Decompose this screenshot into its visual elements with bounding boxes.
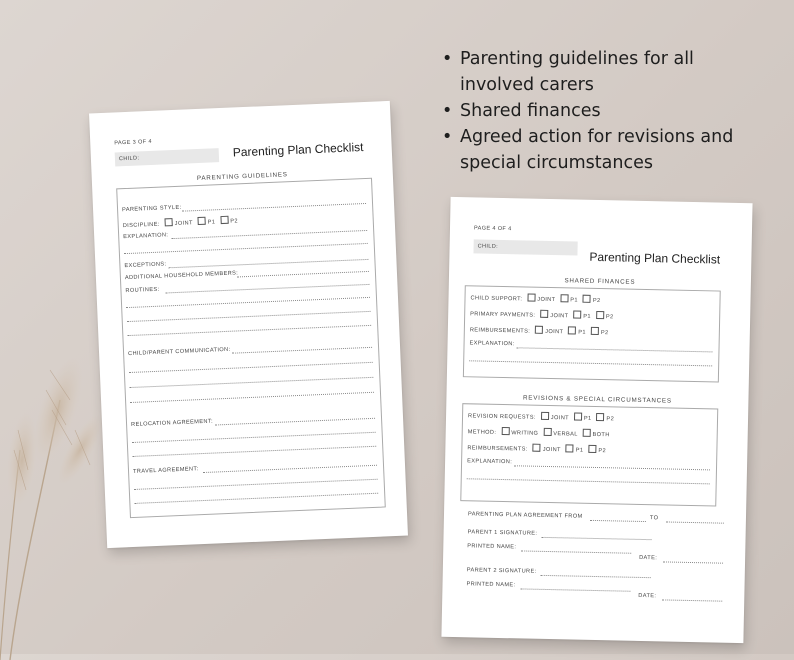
explanation-line[interactable] — [467, 478, 710, 484]
p1-checkbox[interactable] — [573, 310, 581, 318]
p1-label: P1 — [207, 219, 216, 226]
p1-label: P1 — [578, 329, 586, 336]
reimbursements-row — [467, 442, 606, 454]
child-label: CHILD: — [477, 243, 499, 250]
routines-line[interactable] — [127, 311, 371, 322]
p1-label: P1 — [570, 297, 579, 304]
communication-line[interactable] — [129, 362, 373, 373]
routines-line[interactable] — [127, 325, 371, 336]
writing-label: WRITING — [511, 430, 539, 437]
section-heading: PARENTING GUIDELINES — [196, 171, 288, 183]
exceptions-label: EXCEPTIONS: — [124, 261, 167, 270]
parent2-printed-name-line[interactable] — [520, 588, 630, 591]
checklist-page-3 — [89, 101, 408, 548]
child-support-row — [470, 292, 600, 304]
explanation-line[interactable] — [124, 243, 368, 254]
parent2-date-label: DATE: — [638, 592, 657, 600]
checklist-page-4 — [441, 197, 752, 643]
child-support-label: CHILD SUPPORT: — [470, 295, 523, 303]
joint-label: JOINT — [545, 328, 564, 336]
explanation-label: EXPLANATION: — [123, 232, 169, 241]
guidelines-box — [116, 178, 386, 518]
method-row — [468, 426, 610, 438]
reimbursements-row — [470, 324, 609, 336]
agreement-from-label: PARENTING PLAN AGREEMENT FROM — [467, 511, 583, 520]
p2-checkbox[interactable] — [596, 311, 604, 319]
explanation-line[interactable] — [516, 347, 712, 352]
relocation-line[interactable] — [215, 418, 375, 426]
p2-label: P2 — [606, 416, 615, 423]
routines-line[interactable] — [126, 297, 370, 308]
bullet-item: • Parenting guidelines for all involved carers — [440, 46, 770, 98]
revision-requests-label: REVISION REQUESTS: — [467, 413, 536, 421]
explanation-line[interactable] — [514, 465, 710, 470]
travel-line[interactable] — [134, 493, 378, 504]
joint-label: JOINT — [542, 446, 561, 454]
joint-checkbox[interactable] — [540, 310, 548, 318]
travel-line[interactable] — [203, 465, 377, 473]
parent2-signature-line[interactable] — [541, 575, 651, 578]
parent2-signature-label: PARENT 2 SIGNATURE: — [466, 567, 537, 575]
p1-checkbox[interactable] — [198, 217, 206, 225]
explanation-label: EXPLANATION: — [469, 340, 515, 348]
p1-label: P1 — [583, 313, 592, 320]
parent2-date-line[interactable] — [662, 599, 722, 601]
joint-label: JOINT — [550, 312, 569, 320]
parent1-printed-name-label: PRINTED NAME: — [467, 543, 517, 551]
p2-checkbox[interactable] — [596, 413, 604, 421]
routines-label: ROUTINES: — [125, 286, 160, 295]
p2-checkbox[interactable] — [220, 216, 228, 224]
parent2-printed-name-label: PRINTED NAME: — [466, 581, 516, 589]
agreement-to-line[interactable] — [666, 521, 724, 523]
writing-checkbox[interactable] — [501, 427, 509, 435]
revisions-box — [460, 403, 718, 506]
reimbursements-label: REIMBURSEMENTS: — [467, 445, 528, 453]
p2-label: P2 — [230, 218, 239, 225]
travel-label: TRAVEL AGREEMENT: — [132, 466, 199, 475]
p2-label: P2 — [592, 297, 601, 305]
child-label: CHILD: — [118, 155, 140, 163]
p1-label: P1 — [575, 447, 584, 454]
travel-line[interactable] — [134, 479, 378, 490]
primary-payments-row — [470, 308, 614, 320]
page-number: PAGE 3 OF 4 — [114, 138, 153, 147]
communication-line[interactable] — [130, 392, 374, 403]
p2-checkbox[interactable] — [583, 295, 591, 303]
parent1-printed-name-line[interactable] — [521, 550, 631, 553]
agreement-from-line[interactable] — [590, 520, 646, 522]
joint-checkbox[interactable] — [535, 326, 543, 334]
p2-label: P2 — [598, 448, 607, 455]
p1-checkbox[interactable] — [568, 326, 576, 334]
parenting-style-line[interactable] — [182, 203, 366, 212]
joint-checkbox[interactable] — [164, 218, 172, 226]
joint-label: JOINT — [174, 220, 193, 227]
page-title: Parenting Plan Checklist — [232, 140, 364, 160]
feature-bullet-list — [440, 46, 770, 176]
verbal-checkbox[interactable] — [543, 428, 551, 436]
explanation-line[interactable] — [469, 360, 712, 366]
communication-label: CHILD/PARENT COMMUNICATION: — [128, 346, 231, 358]
p1-label: P1 — [583, 415, 592, 422]
section-heading-finances: SHARED FINANCES — [564, 277, 636, 286]
both-checkbox[interactable] — [582, 429, 590, 437]
child-field[interactable] — [115, 148, 219, 166]
household-label: ADDITIONAL HOUSEHOLD MEMBERS: — [124, 270, 239, 282]
p1-checkbox[interactable] — [566, 444, 574, 452]
joint-label: JOINT — [537, 296, 556, 304]
exceptions-line[interactable] — [169, 259, 369, 268]
bullet-item: • Shared finances — [440, 98, 770, 124]
explanation-label: EXPLANATION: — [467, 458, 513, 466]
agreement-to-label: TO — [649, 515, 659, 522]
relocation-line[interactable] — [132, 432, 376, 443]
relocation-line[interactable] — [132, 446, 376, 457]
bullet-item: • Agreed action for revisions and special circumstances — [440, 124, 770, 176]
relocation-label: RELOCATION AGREEMENT: — [130, 418, 214, 429]
p1-checkbox[interactable] — [560, 294, 568, 302]
child-field[interactable] — [473, 239, 577, 255]
routines-line[interactable] — [166, 284, 370, 294]
parenting-style-label: PARENTING STYLE: — [121, 204, 182, 214]
both-label: BOTH — [592, 431, 610, 439]
method-label: METHOD: — [467, 429, 497, 436]
discipline-row — [123, 215, 239, 229]
communication-line[interactable] — [130, 377, 374, 388]
joint-checkbox[interactable] — [533, 444, 541, 452]
parent1-signature-label: PARENT 1 SIGNATURE: — [467, 529, 538, 537]
page-title: Parenting Plan Checklist — [589, 249, 721, 267]
revision-requests-row — [468, 410, 614, 422]
section-heading-revisions: REVISIONS & SPECIAL CIRCUMSTANCES — [522, 394, 672, 405]
parent1-date-line[interactable] — [663, 561, 723, 563]
discipline-label: DISCIPLINE: — [122, 221, 160, 230]
reimbursements-label: REIMBURSEMENTS: — [469, 327, 531, 335]
p2-checkbox[interactable] — [591, 327, 599, 335]
primary-payments-label: PRIMARY PAYMENTS: — [470, 311, 536, 319]
finances-box — [463, 285, 721, 382]
p2-label: P2 — [600, 330, 609, 337]
parent1-signature-line[interactable] — [542, 537, 652, 540]
communication-line[interactable] — [232, 347, 372, 354]
p2-label: P2 — [605, 314, 614, 321]
parent1-date-label: DATE: — [639, 554, 658, 562]
p2-checkbox[interactable] — [588, 445, 596, 453]
joint-checkbox[interactable] — [527, 294, 535, 302]
verbal-label: VERBAL — [553, 431, 578, 438]
p1-checkbox[interactable] — [574, 413, 582, 421]
joint-checkbox[interactable] — [541, 412, 549, 420]
page-number: PAGE 4 OF 4 — [473, 225, 512, 233]
joint-label: JOINT — [550, 415, 569, 422]
household-line[interactable] — [237, 271, 369, 278]
explanation-line[interactable] — [171, 230, 367, 239]
